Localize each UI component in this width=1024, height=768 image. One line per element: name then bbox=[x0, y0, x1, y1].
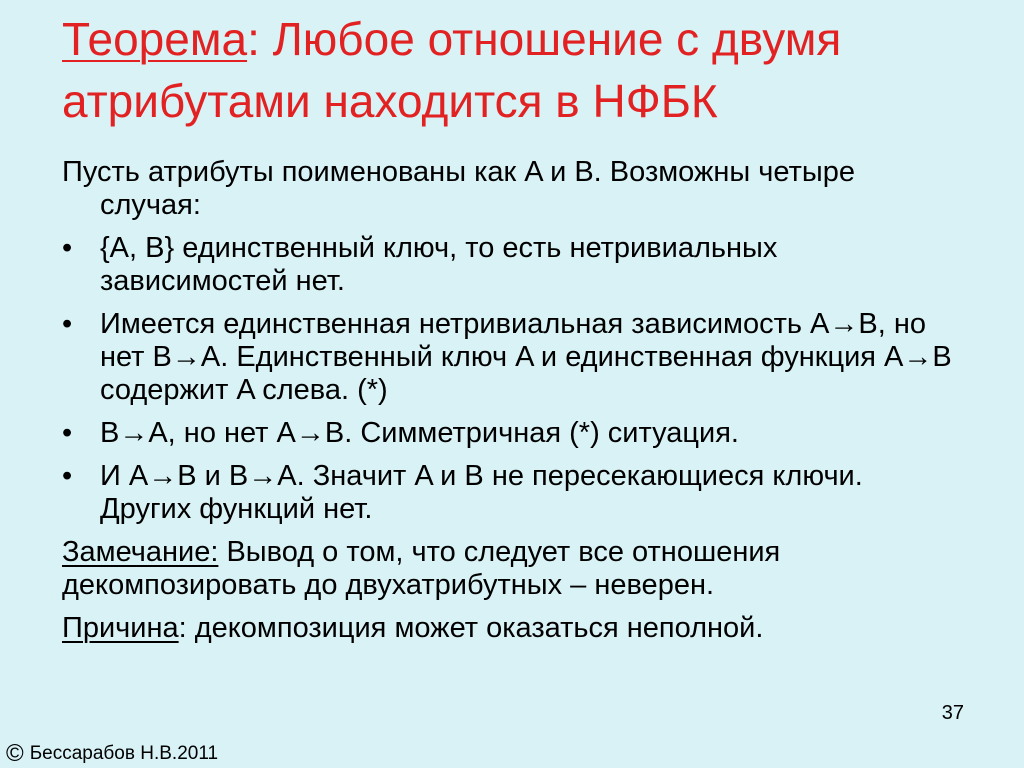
bullet-item bbox=[62, 308, 962, 407]
footer-author: Бессарабов Н.В.2011 bbox=[29, 743, 219, 764]
bullet-text: И A→B и B→A. Значит A и B не пересекающиеся ключи. Других функций нет. bbox=[100, 460, 863, 525]
copyright-icon: © bbox=[6, 740, 24, 767]
title-rest: Любое отношение с двумя атрибутами находится в НФБК bbox=[62, 13, 842, 127]
bullet-text: Имеется единственная нетривиальная зависимость A→B, но нет B→A. Единственный ключ A и единственная функция A→B содержит A слева. (*) bbox=[100, 308, 952, 406]
bullet-symbol: • bbox=[62, 460, 73, 492]
bullet-symbol: • bbox=[62, 417, 73, 449]
slide-body bbox=[62, 156, 962, 655]
reason-text: : декомпозиция может оказаться неполной. bbox=[178, 612, 764, 644]
bullet-symbol: • bbox=[62, 232, 73, 264]
bullet-item bbox=[62, 460, 962, 526]
remark-line1: Вывод о том, что следует все отношения bbox=[218, 536, 781, 568]
reason-paragraph bbox=[62, 612, 962, 645]
bullet-text: B→A, но нет A→B. Симметричная (*) ситуация. bbox=[100, 417, 739, 449]
bullet-symbol: • bbox=[62, 308, 73, 340]
page-number: 37 bbox=[941, 702, 964, 724]
intro-text: Пусть атрибуты поименованы как A и B. Возможны четыре случая: bbox=[62, 156, 855, 221]
title-colon: : bbox=[247, 13, 260, 65]
bullet-item bbox=[62, 232, 962, 298]
title-prefix: Теорема bbox=[62, 13, 248, 65]
remark-label: Замечание: bbox=[62, 536, 219, 568]
remark-line2: декомпозировать до двухатрибутных – неверен. bbox=[62, 569, 715, 601]
bullet-item bbox=[62, 417, 962, 450]
bullet-text: {A, B} единственный ключ, то есть нетривиальных зависимостей нет. bbox=[100, 232, 778, 297]
footer-copyright bbox=[6, 742, 218, 766]
reason-label: Причина bbox=[62, 612, 179, 644]
slide-title bbox=[62, 8, 992, 132]
remark-paragraph bbox=[62, 536, 962, 602]
